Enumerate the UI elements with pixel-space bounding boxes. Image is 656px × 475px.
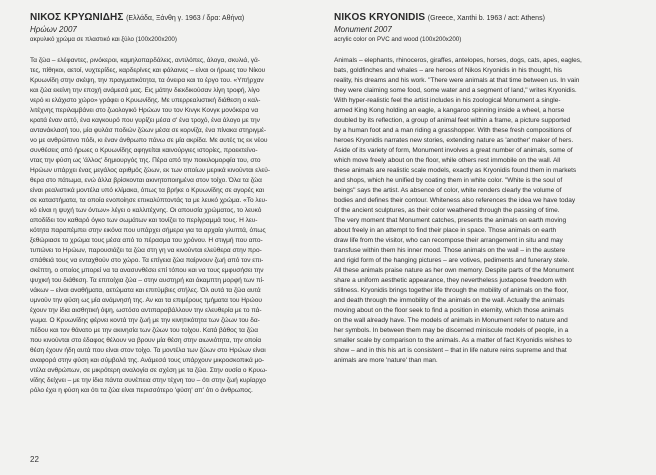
text-line: of the ancient sculptures, as their color weathered through the passing of time. (334, 207, 560, 214)
text-line: The very moment that Monument catches, presents the animals on earth moving (334, 217, 567, 224)
text-line: transfuse within them his inner mood. Those animals on the wall – in the austere (334, 247, 566, 254)
text-line: moving about on the floor seek to find a position in eternity, which those animals (334, 307, 564, 314)
work-medium-english: acrylic color on PVC and wood (100x200x200) (334, 36, 462, 43)
text-line: heroes Kryonidis narrates new stories, extending nature as 'another' maker of hers. (334, 137, 574, 144)
text-line: and death through the immobility of the animals on the wall. Actually the animals (334, 297, 565, 304)
artist-meta-greek: (Ελλάδα, Ξάνθη γ. 1963 / δρα: Αθήνα) (126, 15, 245, 22)
text-line: έχουν την ίδια αισθητική όψη, ωστόσο αντιπαραβάλλουν την ελευθερία με το πά- (30, 307, 262, 314)
text-line: on the wall already have. The models of animals in Monument refer to nature and (334, 317, 568, 324)
text-line: που κινούνται στο έδαφος θέλουν να βρουν μία θέση στην αιωνιότητα, την οποία (30, 337, 262, 344)
text-line: smaller scale by comparison to the animals. As a matter of fact Kryonidis wishes to (334, 337, 572, 344)
page-number: 22 (30, 455, 39, 464)
text-line: ντας την φύση ως 'άλλος' δημιουργός της. Πέρα από την ποικιλομορφία του, στο (30, 157, 261, 164)
text-line: and shops, which he unified by coating them in white color. "White is the soul of (334, 177, 563, 184)
artist-name-greek: ΝΙΚΟΣ ΚΡΥΩΝΙΔΗΣ (30, 12, 124, 23)
text-line: είναι ρεαλιστικά μοντέλα υπό κλίμακα, όπως τα βρήκε ο Κρυωνίδης σε αγορές και (30, 187, 264, 194)
text-line: νάκων – είναι αναθήματα, αετώματα και επιτύμβιες στήλες. Όλ αυτά τα ζώα αυτά (30, 287, 261, 294)
text-line: All these animals praise nature as her own memory. Despite parts of the Monument (334, 267, 574, 274)
text-line: σκέπτη, ο οποίος μπορεί να τα ανασυνθέσει επί τόπου και να τους εμφυσήσει την (30, 267, 264, 274)
text-line: και ζώα εκείνη την εποχή ανάμεσά μας. Εις μάτην διεκδικούσαν λίγη τροφή, λίγο (30, 87, 260, 94)
text-line: λιτέχνης περιλαμβάνει στο ζωολογικό Ηρώων του τον Κινγκ Κονγκ μονόκερα να (30, 107, 259, 114)
text-line: share a uniform aesthetic appearance, they nevertheless juxtapose freedom with (334, 277, 567, 284)
text-line: υμνούν την φύση ως μία ανάμνησή της. Αν και τα επιμέρους τμήματα του Ηρώου (30, 297, 262, 304)
artist-name-english: NIKOS KRYONIDIS (334, 12, 426, 23)
text-line: and rigid form of the hanging pictures – are votives, pediments and funerary stele. (334, 257, 570, 264)
text-line: Τα ζώα – ελέφαντες, ρινόκεροι, καμηλοπαρδάλεις, αντιλόπες, άλογα, σκυλιά, γά- (30, 57, 260, 64)
artist-meta-english: (Greece, Xanthi b. 1963 / act: Athens) (427, 15, 545, 22)
text-line: about freely in an attempt to find their place in space. Those animals on earth (334, 227, 557, 234)
text-line: κρατά έναν αετό, ένα καγκουρό που γυρίζει μέσα σ' ένα τροχό, ένα άλογο με την (30, 117, 260, 124)
text-line: γωμα. Ο Κρυωνίδης φέρνει κοντά την ζωή με την κινητικότητα των ζώων του δα- (30, 317, 260, 324)
text-line: beings" says the artist. As absence of color, white renders clearly the volume of (334, 187, 562, 194)
text-line: Animals – elephants, rhinoceros, giraffes, antelopes, horses, dogs, cats, apes, eagles, (334, 57, 582, 64)
text-line: by a human foot and a man riding a grasshopper. With these fresh compositions of (334, 127, 572, 134)
text-line: these animals are realistic scale models, exactly as Kryonidis found them in markets (334, 167, 577, 174)
work-title-english: Monument 2007 (334, 25, 392, 34)
text-line: νίδης δείχνει – με την ίδια πάντα συνέπεια στην τέχνη του – ότι στην ζωή κυρίαρχο (30, 377, 266, 384)
work-title-greek: Ηρώων 2007 (30, 25, 77, 34)
text-line: αποδίδει τον καθαρό όγκο των σωμάτων και τονίζει το περίγραμμά τους. Η λευ- (30, 217, 258, 224)
english-heading (334, 12, 636, 24)
text-line: πέδου και τον θάνατο με την ακινησία των ζώων του τοίχου. Κατά βάθος τα ζώα (30, 327, 259, 334)
text-line: αντανάκλασή του, μία φυλάσ ποδιών ζώων μέσα σε κορνίζα, ένα πίνακα στηριγμέ- (30, 127, 267, 134)
text-line: Ηρώων υπάρχει ένας μεγάλος αριθμός ζώων, εκ των οποίων μερικά κινούνται ελεύ- (30, 167, 271, 174)
text-line: θερα στο πάτωμα, ενώ άλλα βρίσκονται ακινητοποιημένα στον τοίχο. Όλα τα ζώα (30, 177, 262, 184)
text-line: νο με ανθρώπινο πόδι, κι έναν άνθρωπο πάνω σε μία ακρίδα. Με αυτές τις εκ νέου (30, 137, 268, 144)
text-line: her symbols. In between them may be discerned miniscule models of people, in a (334, 327, 569, 334)
text-line: συνθέσεις από ήρωες ο Κρυωνίδης αφηγείται καινούργιες ιστορίες, προεκτείνο- (30, 147, 258, 154)
text-line: they were claiming some food, some water and a segment of land," writes Kryonidis. (334, 87, 577, 94)
text-line: νερό κι ελάχιστο χώρο» γράφει ο Κρυωνίδης. Με υπερρεαλιστική διάθεση ο καλ- (30, 97, 261, 104)
text-line: θέση έχουν ήδη αυτά που είναι στον τοίχο. Τα μοντέλα των ζώων στο Ηρώων είναι (30, 347, 266, 354)
text-line: ξεθώριασε το χρώμα τους μέσα από το πέρασμα του χρόνου. Η στιγμή που απο- (30, 237, 263, 244)
text-line: animals are more 'nature' than man. (334, 357, 438, 364)
greek-body-text (30, 56, 330, 396)
text-line: Κρυωνίδη στην σκέψη, την πραγματικότητα, τα όνειρα και το έργο του. «Υπήρχαν (30, 77, 264, 84)
text-line: αναφορά στην φύση και σύμβολά της. Ανάμεσά τους υπάρχουν μικροσκοπικά μο- (30, 357, 265, 364)
text-line: σε καταστήματα, τα οποία ενοποίησε επικαλύπτοντάς τα με λευκό χρώμα. «Το λευ- (30, 197, 268, 204)
english-column (334, 12, 636, 366)
text-line: τες, πίθηκοι, αετοί, νυχτερίδες, καρδερίνες και φάλαινες – είναι οι ήρωες του Νίκου (30, 67, 266, 74)
text-line: τυπώνει το Ηρώων, παρουσιάζει τα ζώα στη γη να κινούνται ελεύθερα στην προ- (30, 247, 262, 254)
greek-column (30, 12, 330, 396)
text-line: bodies and defines their contour. Whiteness also references the idea we have today (334, 197, 576, 204)
text-line: Aside of its variety of form, Monument involves a great number of animals, some of (334, 147, 573, 154)
text-line: reality, his dreams and his work. "There were animals at that time between us. In vain (334, 77, 580, 84)
text-line: ψυχική του διάθεση. Τα επιτοίχια ζώα – στην αυστηρή και άκαμπτη μορφή των πί- (30, 277, 265, 284)
work-medium-greek: ακρυλικό χρώμα σε πλαστικό και ξύλο (100x200x200) (30, 36, 177, 43)
text-line: bats, goldfinches and whales – are heroes of Nikos Kryonidis in his thought, his (334, 67, 563, 74)
text-line: σπάθειά τους να ενταχθούν στο χώρο. Τα επίγεια ζώα παίρνουν ζωή από τον επι- (30, 257, 264, 264)
text-line: With hyper-realistic feel the artist includes in his zoological Monument a single- (334, 97, 561, 104)
text-line: armed King Kong holding an eagle, a kangaroo spinning inside a wheel, a horse (334, 107, 565, 114)
english-body-text (334, 56, 636, 366)
text-line: doubled by its reflection, a group of animal feet within a frame, a picture supported (334, 117, 571, 124)
text-line: κότητα παραπέμπει στην εικόνα που υπάρχει σήμερα για τα αρχαία γλυπτά, όπως (30, 227, 266, 234)
text-line: which move freely about on the floor, while others rest immobile on the wall. All (334, 157, 561, 164)
text-line: draw life from the visitor, who can recompose their arrangement in situ and may (334, 237, 563, 244)
text-line: ντέλα ανθρώπων, σε μικρότερη αναλογία σε σχέση με τα ζώα. Στην ουσία ο Κρυω- (30, 367, 268, 374)
text-line: κό είναι η ψυχή των όντων» λέγει ο καλλιτέχνης. Οι απουσία χρώματος, το λευκό (30, 207, 262, 214)
text-line: show – and in this his art is consistent – that in life nature reins supreme and that (334, 347, 567, 354)
text-line: stillness. Kryonidis brings together life through the mobility of animals on the floor, (334, 287, 569, 294)
greek-heading (30, 12, 330, 24)
text-line: ρόλο έχει η φύση και ότι τα ζώα είναι περισσότερο 'φύση' απ' ότι ο άνθρωπος. (30, 387, 253, 394)
